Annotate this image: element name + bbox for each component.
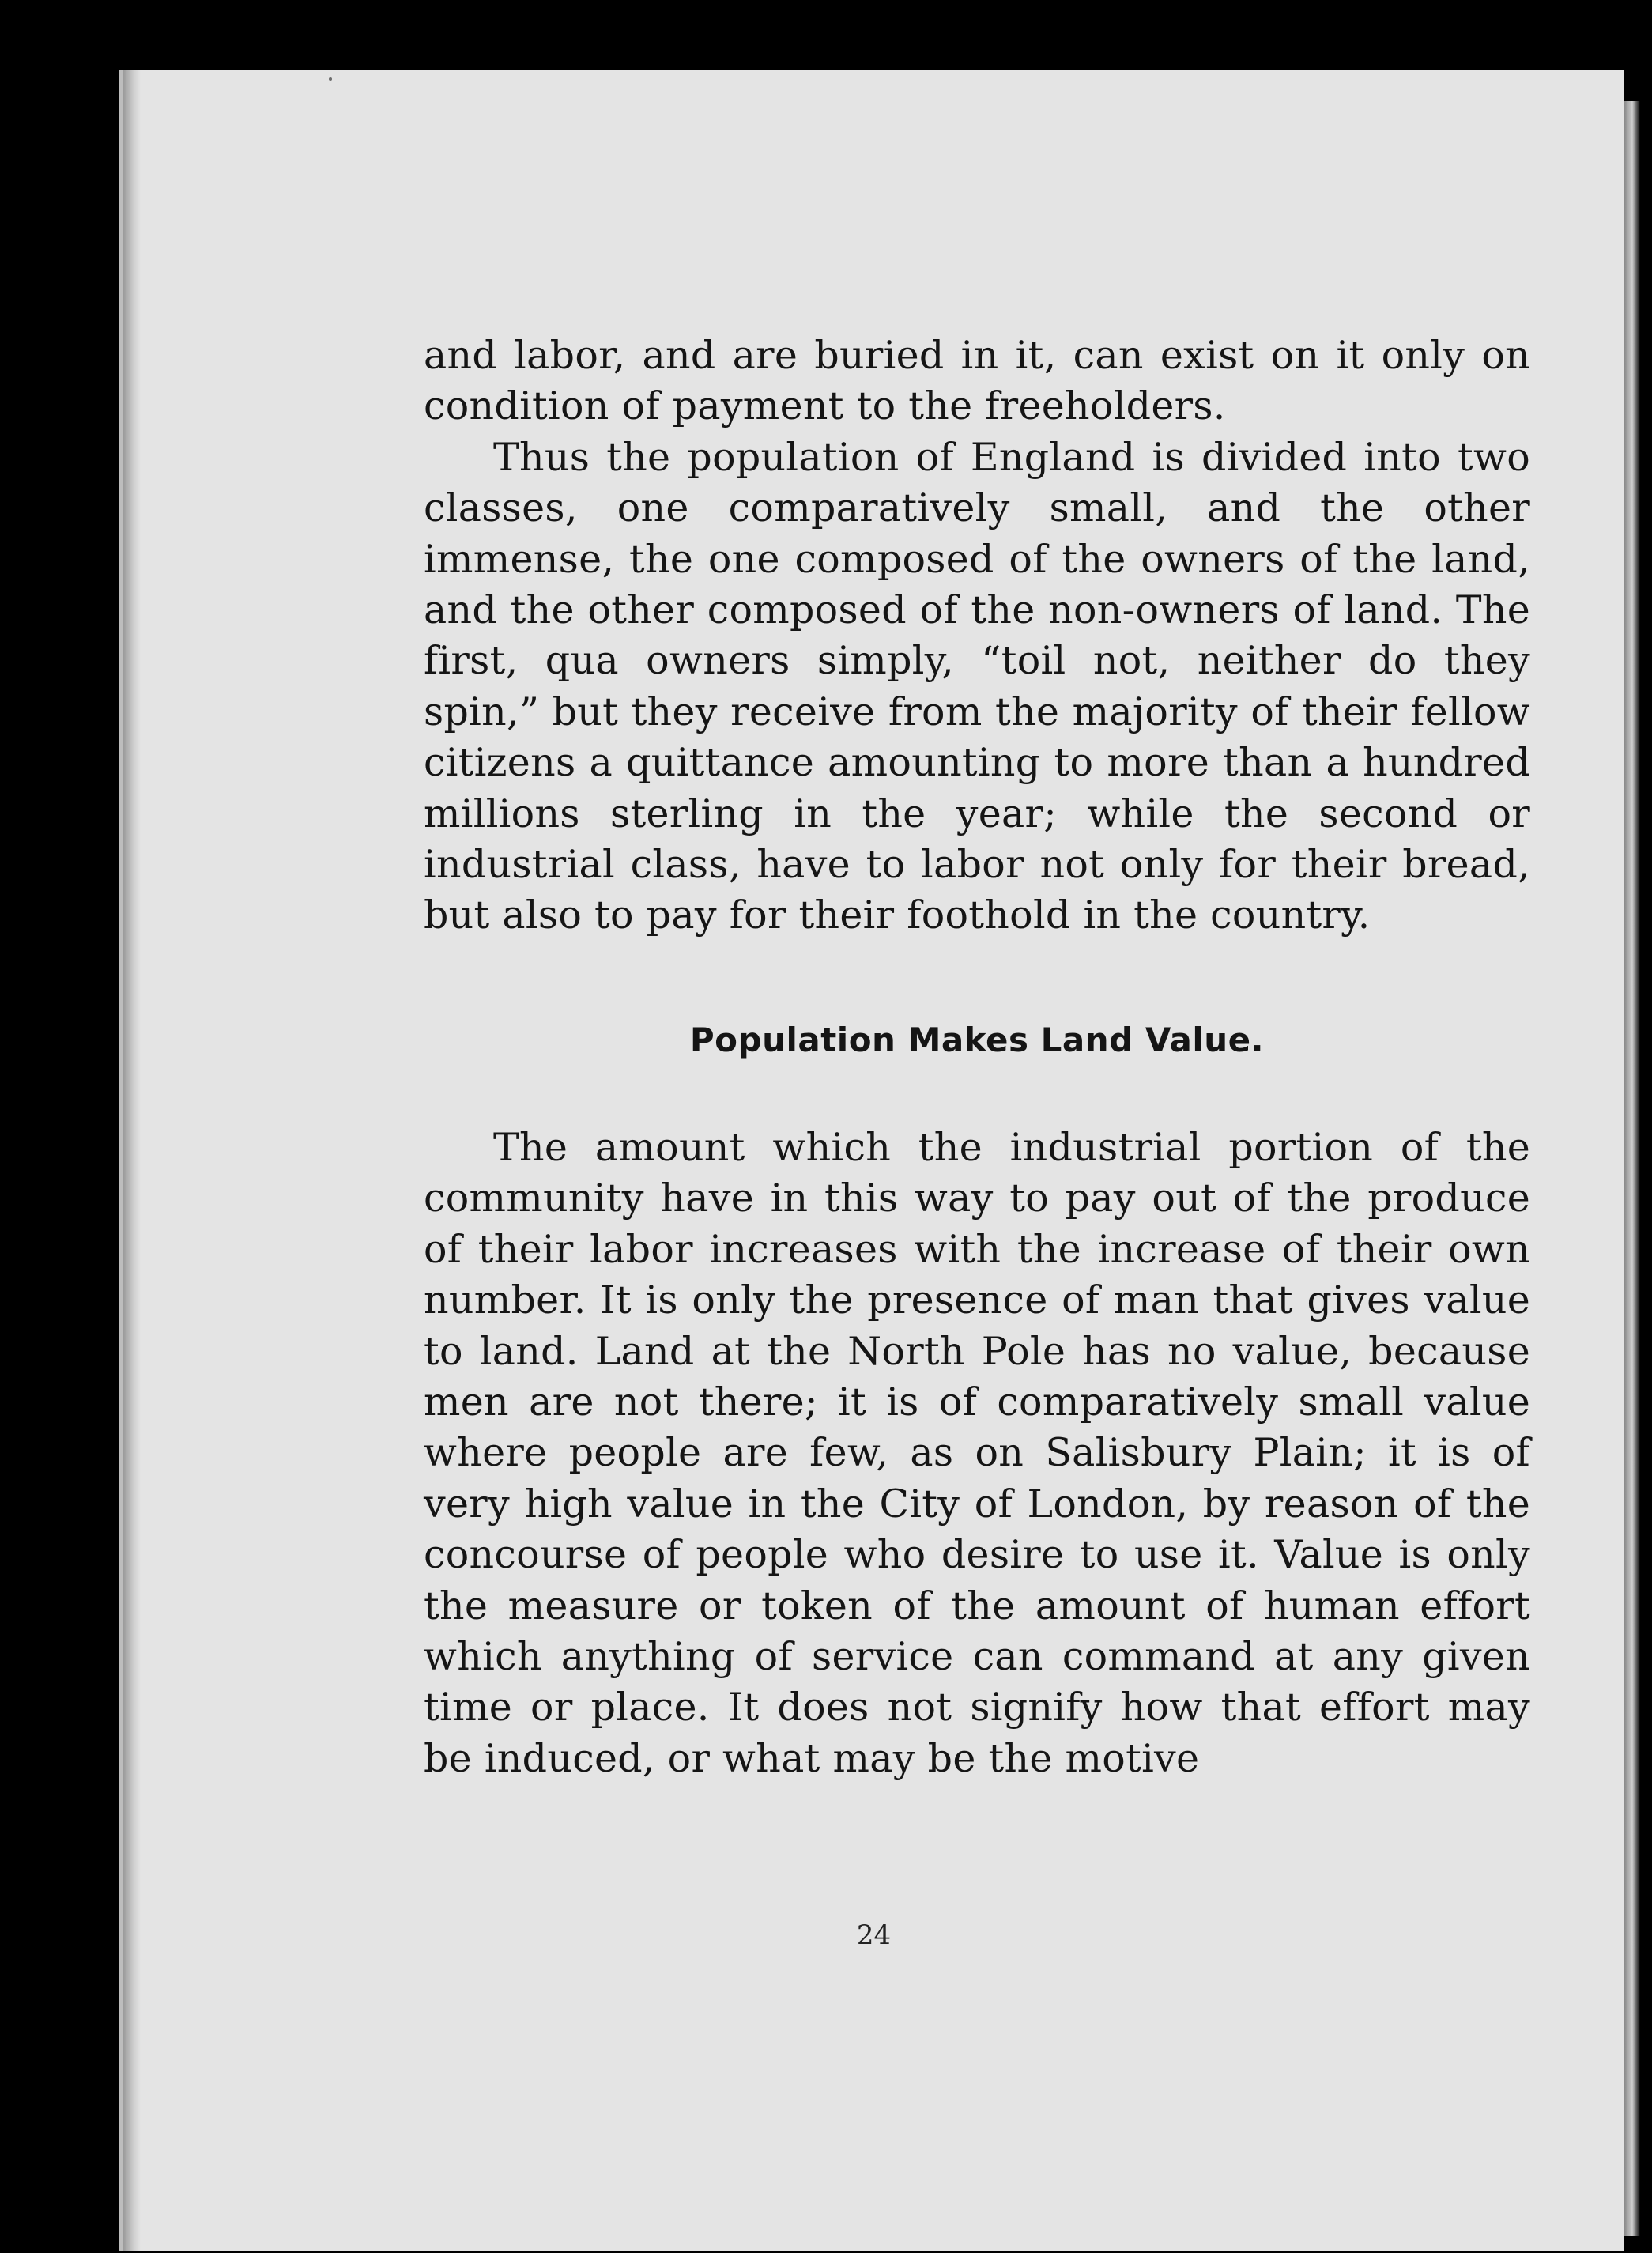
- text-block: [424, 330, 1530, 1784]
- section-heading: Population Makes Land Value.: [689, 1020, 1265, 1059]
- paragraph-two-classes: Thus the population of England is divided into two classes, one comparatively small, and the other immense, the one composed of the owners of the land, and the other composed of the non-owners of land. The first, qua owners simply, “toil not, neither do they spin,” but they receive from the majority of their fellow citizens a quittance amounting to more than a hundred millions sterling in the year; while the second or industrial class, have to labor not only for their bread, but also to pay for their foothold in the country.: [424, 434, 1530, 938]
- paragraph-continuation: and labor, and are buried in it, can exist on it only on condition of payment to the freeholders.: [424, 333, 1530, 429]
- paragraph-land-value: The amount which the industrial portion of the community have in this way to pay out of the produce of their labor increases with the increase of their own number. It is only the presence of man that gives value to land. Land at the North Pole has no value, because men are not there; it is of comparatively small value where people are few, as on Salisbury Plain; it is of very high value in the City of London, by reason of the concourse of people who desire to use it. Value is only the measure or token of the amount of human effort which anything of service can command at any given time or place. It does not signify how that effort may be induced, or what may be the motive: [424, 1124, 1530, 1781]
- print-speck: [329, 77, 332, 81]
- page-sheet: [119, 70, 1624, 2251]
- page-right-edge: [1624, 101, 1640, 2236]
- page-number: 24: [856, 1919, 892, 1951]
